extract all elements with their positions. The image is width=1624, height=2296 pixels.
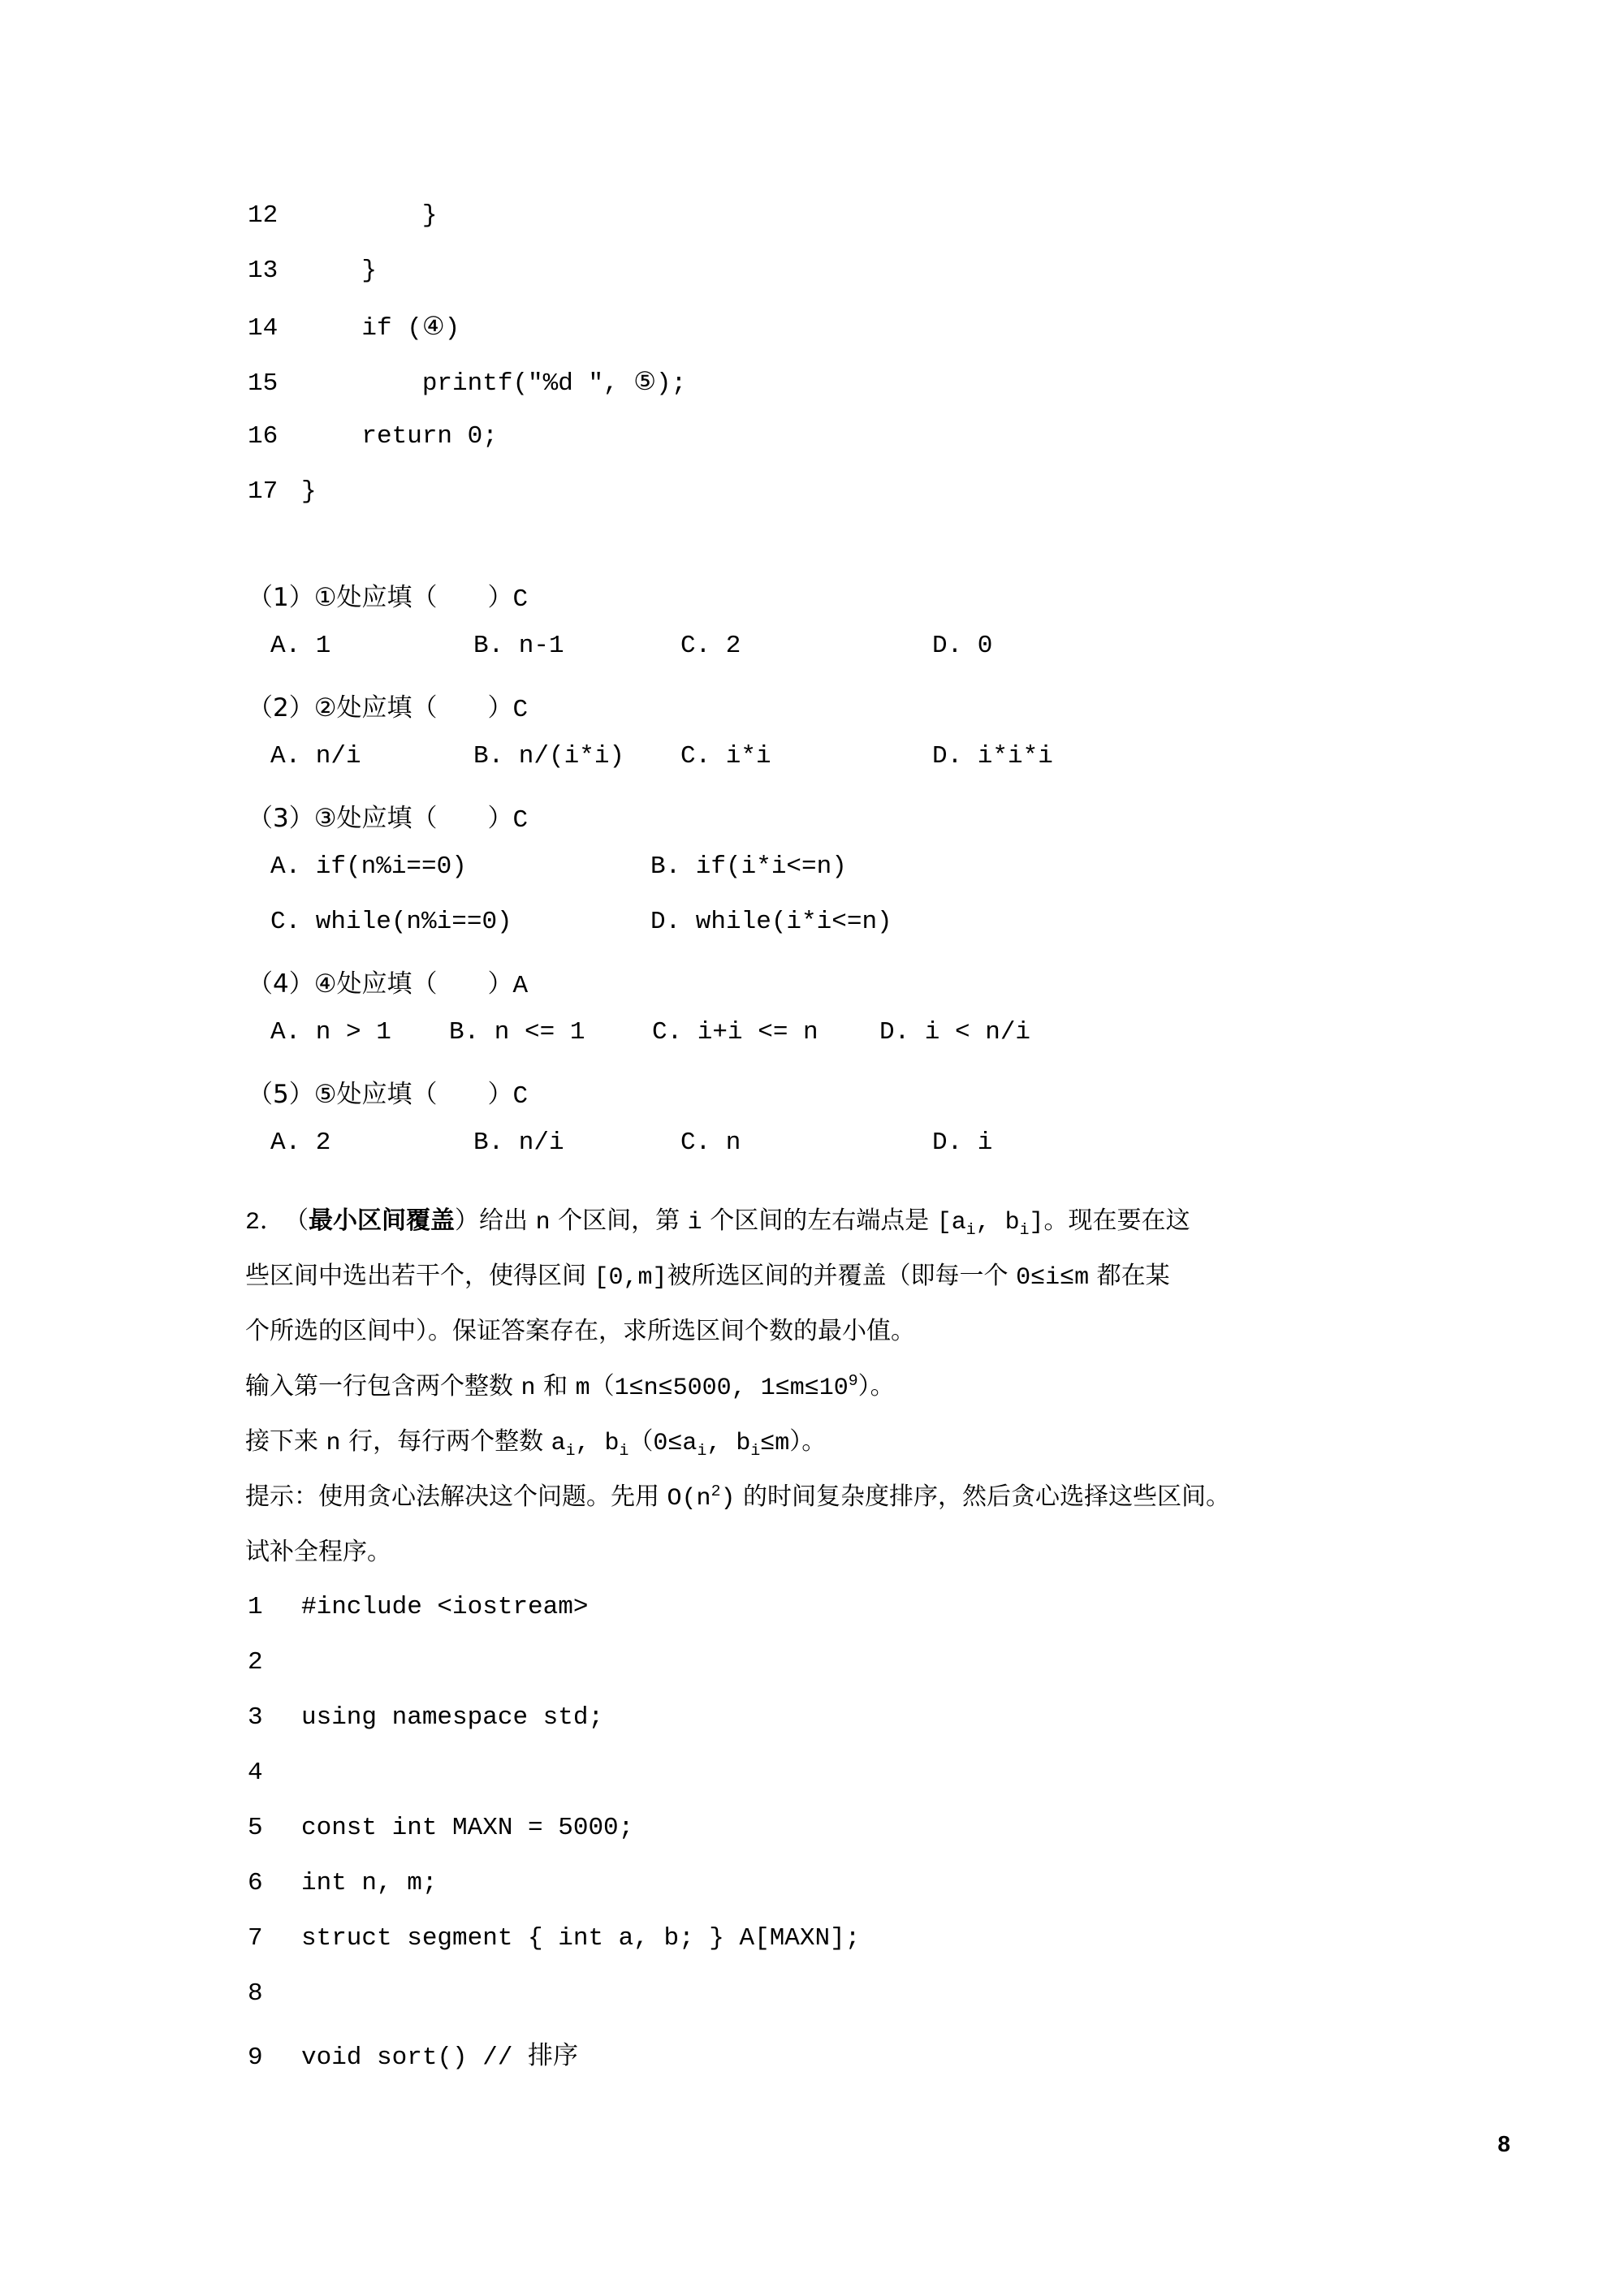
problem2-complexity-close: ) (720, 1485, 736, 1513)
question-option[interactable]: A. 2 (270, 1129, 331, 1157)
question-option[interactable]: D. i (932, 1129, 993, 1157)
problem2-rows-n: n (326, 1430, 341, 1457)
problem2-text-4b: 和 (535, 1372, 576, 1400)
code-line (248, 1648, 1384, 1703)
problem2-text-1c: 个区间的左右端点是 (702, 1206, 937, 1235)
problem2-var-i: i (687, 1209, 702, 1236)
question-block (248, 1073, 1401, 1184)
code-line-number: 12 (248, 201, 279, 230)
code-line-text: printf("%d ", ⑤); (301, 369, 687, 398)
problem2-line-2 (245, 1255, 1398, 1310)
question-prompt (248, 1073, 1401, 1129)
code-listing-top (248, 201, 1384, 533)
code-line-number: 1 (248, 1593, 263, 1621)
question-option-row (248, 742, 1401, 797)
problem2-text-4e: ）。 (857, 1372, 895, 1400)
problem2-text-1b: 个区间，第 (550, 1206, 688, 1235)
problem2-sub-i-2: i (1019, 1221, 1030, 1239)
problem2-interval-0m: [0,m] (594, 1264, 667, 1292)
code-line-text: if (④) (301, 314, 460, 343)
question-option-row (248, 908, 1401, 963)
problem2-line-5 (245, 1421, 1398, 1476)
problem2-line-6-hint (245, 1476, 1398, 1531)
code-line-text: struct segment { int a, b; } A[MAXN]; (301, 1924, 861, 1953)
code-line (248, 1814, 1384, 1869)
problem2-range-m-exponent: 9 (848, 1372, 858, 1390)
problem2-text-5b: 行，每行两个整数 (340, 1427, 551, 1456)
question-option[interactable]: C. n (680, 1129, 741, 1157)
code-line-number: 3 (248, 1703, 263, 1732)
question-option[interactable]: C. i*i (680, 742, 771, 770)
question-option[interactable]: D. i*i*i (932, 742, 1053, 770)
problem2-text-5d: （ (628, 1427, 654, 1456)
question-prompt-text: （3）③处应填（ ） (248, 804, 513, 833)
problem2-text-5a: 接下来 (245, 1427, 326, 1456)
problem2-sub-bi: i (619, 1442, 629, 1460)
code-line (248, 1979, 1384, 2035)
question-option[interactable]: B. n <= 1 (449, 1018, 585, 1047)
problem2-sub-range-bi: i (750, 1442, 761, 1460)
code-line-text: using namespace std; (301, 1703, 604, 1732)
code-line-text: } (301, 477, 317, 506)
question-prompt (248, 797, 1401, 852)
problem2-text-4d: , (731, 1375, 761, 1402)
code-line-number: 16 (248, 422, 279, 451)
question-prompt-text: （1）①处应填（ ） (248, 583, 513, 612)
question-prompt-text: （4）④处应填（ ） (248, 969, 513, 999)
problem2-sub-i-1: i (965, 1221, 976, 1239)
problem2-instruction: 试补全程序。 (245, 1538, 391, 1566)
code-line-number: 17 (248, 477, 279, 506)
question-block (248, 963, 1401, 1073)
problem2-complexity-exponent: 2 (710, 1482, 721, 1500)
code-line (248, 1759, 1384, 1814)
problem2-text-2c: 都在某 (1089, 1262, 1170, 1290)
question-answer-key: C (512, 806, 529, 835)
problem2-input-m: m (575, 1375, 590, 1402)
question-prompt (248, 576, 1401, 632)
code-line (248, 1869, 1384, 1924)
code-line (248, 422, 1384, 477)
problem2-text-5c: , b (575, 1430, 620, 1457)
problem2-var-ai: a (551, 1430, 566, 1457)
code-line (248, 201, 1384, 257)
code-line (248, 1593, 1384, 1648)
problem2-line-7 (245, 1531, 1398, 1586)
question-option[interactable]: B. if(i*i<=n) (650, 852, 847, 881)
question-option[interactable]: B. n-1 (473, 632, 564, 660)
code-line-text: const int MAXN = 5000; (301, 1814, 634, 1842)
problem2-range-m: 1≤m≤10 (760, 1375, 849, 1402)
question-option[interactable]: B. n/i (473, 1129, 564, 1157)
question-option-row (248, 632, 1401, 687)
problem2-text-4a: 输入第一行包含两个整数 (245, 1372, 521, 1400)
code-line-text: } (301, 201, 438, 230)
problem2-number: 2． (245, 1209, 285, 1236)
code-line (248, 1703, 1384, 1759)
problem2-interval-close: ] (1029, 1209, 1044, 1236)
question-option[interactable]: C. 2 (680, 632, 741, 660)
question-option[interactable]: C. while(n%i==0) (270, 908, 512, 936)
code-line-number: 13 (248, 257, 279, 285)
code-line (248, 477, 1384, 533)
problem2-var-n: n (535, 1209, 551, 1236)
question-prompt (248, 963, 1401, 1018)
problem2-line-4 (245, 1366, 1398, 1421)
code-line-number: 2 (248, 1648, 263, 1677)
question-option[interactable]: C. i+i <= n (652, 1018, 818, 1047)
question-prompt (248, 687, 1401, 742)
code-line-number: 4 (248, 1759, 263, 1787)
question-option[interactable]: B. n/(i*i) (473, 742, 625, 770)
problem2-range-m-upper: ≤m (760, 1430, 790, 1457)
code-line (248, 2035, 1384, 2090)
code-line (248, 312, 1384, 367)
problem2-line-3 (245, 1310, 1398, 1366)
question-option[interactable]: D. while(i*i<=n) (650, 908, 892, 936)
code-line (248, 367, 1384, 422)
code-line-comment: 排序 (528, 2044, 579, 2072)
page-number: 8 (1497, 2131, 1510, 2156)
code-line (248, 1924, 1384, 1979)
question-option[interactable]: A. n > 1 (270, 1018, 391, 1047)
problem2-hint-b: 的时间复杂度排序，然后贪心选择这些区间。 (735, 1482, 1230, 1511)
code-listing-bottom (248, 1593, 1384, 2090)
problem2-range-n: 1≤n≤5000 (614, 1375, 732, 1402)
question-option[interactable]: A. if(n%i==0) (270, 852, 467, 881)
question-answer-key: A (512, 972, 529, 1000)
question-answer-key: C (512, 696, 529, 724)
code-line-text: #include <iostream> (301, 1593, 589, 1621)
problem2-sub-ai: i (565, 1442, 576, 1460)
question-block (248, 687, 1401, 797)
problem2-range-bi: , b (706, 1430, 751, 1457)
code-line-number: 5 (248, 1814, 263, 1842)
question-option-row (248, 1129, 1401, 1184)
problem2-hint-a: 提示：使用贪心法解决这个问题。先用 (245, 1482, 667, 1511)
problem2-text-4c: （ (590, 1372, 615, 1400)
code-line-number: 9 (248, 2044, 263, 2072)
question-answer-key: C (512, 1082, 529, 1111)
question-option-row (248, 1018, 1401, 1073)
code-line (248, 257, 1384, 312)
problem2-complexity-base: O(n (667, 1485, 711, 1513)
problem2-description (245, 1200, 1398, 1586)
question-block (248, 797, 1401, 963)
problem2-range-ai: 0≤a (653, 1430, 698, 1457)
problem2-title-open: （ (284, 1206, 309, 1235)
problem2-text-1a: 给出 (479, 1206, 536, 1235)
question-block (248, 576, 1401, 687)
problem2-text-1d: 。现在要在这 (1043, 1206, 1190, 1235)
problem2-text-5e: ）。 (789, 1427, 827, 1456)
question-prompt-text: （5）⑤处应填（ ） (248, 1080, 513, 1109)
problem2-title-close: ） (455, 1206, 480, 1235)
question-option-row (248, 852, 1401, 908)
code-line-number: 6 (248, 1869, 263, 1897)
code-line-number: 15 (248, 369, 279, 398)
question-prompt-text: （2）②处应填（ ） (248, 693, 513, 723)
code-line-text: } (301, 257, 378, 285)
problem2-line-1 (245, 1200, 1398, 1255)
problem2-sub-range-ai: i (697, 1442, 707, 1460)
problem2-text-2b: 被所选区间的并覆盖（即每一个 (667, 1262, 1017, 1290)
problem2-title: 最小区间覆盖 (309, 1206, 456, 1235)
problem2-text-2a: 些区间中选出若干个，使得区间 (245, 1262, 594, 1290)
code-line-text: void sort() // (301, 2044, 529, 2072)
code-line-text: int n, m; (301, 1869, 438, 1897)
problem2-inequality-0im: 0≤i≤m (1016, 1264, 1090, 1292)
problem2-text-3: 个所选的区间中）。保证答案存在，求所选区间个数的最小值。 (245, 1317, 915, 1345)
code-line-text: return 0; (301, 422, 498, 451)
problem2-interval-mid: , b (975, 1209, 1020, 1236)
question-list (248, 576, 1401, 1184)
question-option[interactable]: D. 0 (932, 632, 993, 660)
question-answer-key: C (512, 585, 529, 614)
code-line-number: 14 (248, 314, 279, 343)
question-option[interactable]: D. i < n/i (879, 1018, 1031, 1047)
problem2-interval-open: [a (936, 1209, 966, 1236)
problem2-input-n: n (520, 1375, 536, 1402)
code-line-number: 7 (248, 1924, 263, 1953)
question-option[interactable]: A. 1 (270, 632, 331, 660)
code-line-number: 8 (248, 1979, 263, 2008)
question-option[interactable]: A. n/i (270, 742, 361, 770)
